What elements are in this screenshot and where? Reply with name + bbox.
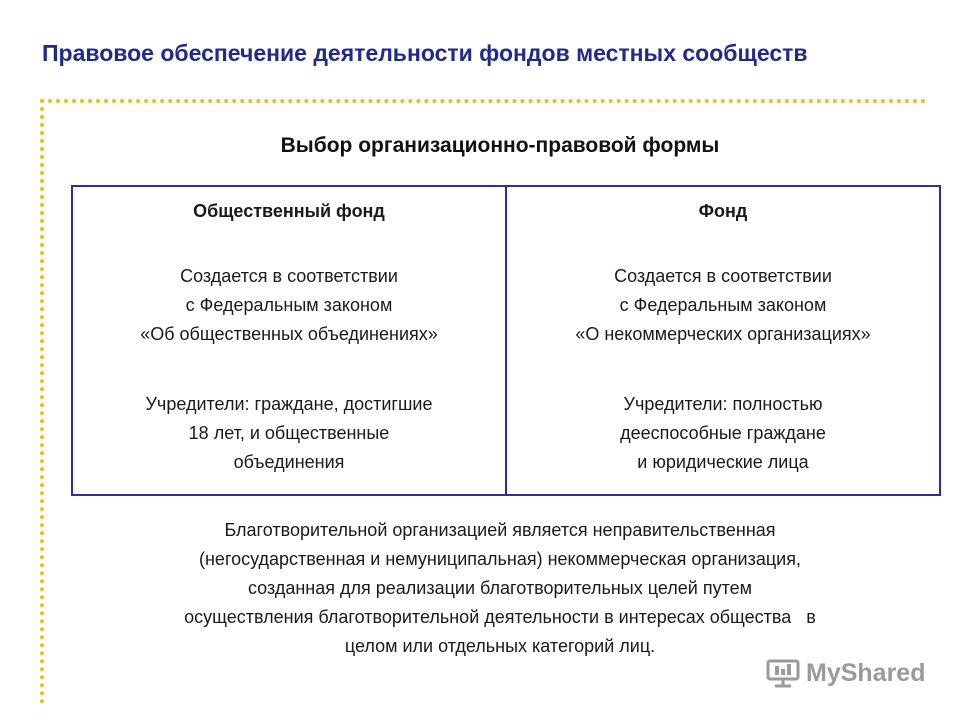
definition-line: Благотворительной организацией является неправительственная <box>224 520 776 540</box>
column-fund <box>505 187 939 494</box>
definition-line: созданная для реализации благотворительных целей путем <box>247 578 752 598</box>
law-text <box>73 262 505 349</box>
column-public-fund <box>73 187 505 494</box>
dotted-divider-horizontal <box>40 99 926 103</box>
founders-line: и юридические лица <box>637 452 809 472</box>
comparison-table <box>71 185 941 496</box>
founders-text <box>73 390 505 477</box>
column-heading: Общественный фонд <box>193 201 385 221</box>
section-subtitle: Выбор организационно-правовой формы <box>280 134 720 157</box>
presentation-board-icon <box>766 658 800 688</box>
watermark-text: MyShared <box>806 658 926 687</box>
dotted-divider-vertical <box>40 99 44 704</box>
definition-line: (негосударственная и немуниципальная) некоммерческая организация, <box>199 549 801 569</box>
founders-line: дееспособные граждане <box>620 423 826 443</box>
law-text <box>507 262 939 349</box>
law-line: «Об общественных объединениях» <box>140 324 438 344</box>
definition-line: целом или отдельных категорий лиц. <box>344 636 656 656</box>
law-line: «О некоммерческих организациях» <box>575 324 871 344</box>
law-line: с Федеральным законом <box>619 295 827 315</box>
founders-line: Учредители: полностью <box>623 394 823 414</box>
founders-line: Учредители: граждане, достигшие <box>145 394 433 414</box>
page-title: Правовое обеспечение деятельности фондов местных сообществ <box>42 40 808 66</box>
law-line: с Федеральным законом <box>185 295 393 315</box>
definition-line: осуществления благотворительной деятельности в интересах общества в <box>184 607 816 627</box>
column-heading: Фонд <box>698 201 748 221</box>
founders-line: объединения <box>233 452 345 472</box>
definition-paragraph <box>60 516 940 661</box>
founders-text <box>507 390 939 477</box>
watermark[interactable] <box>766 658 925 688</box>
law-line: Создается в соответствии <box>614 266 832 286</box>
law-line: Создается в соответствии <box>180 266 398 286</box>
founders-line: 18 лет, и общественные <box>188 423 390 443</box>
